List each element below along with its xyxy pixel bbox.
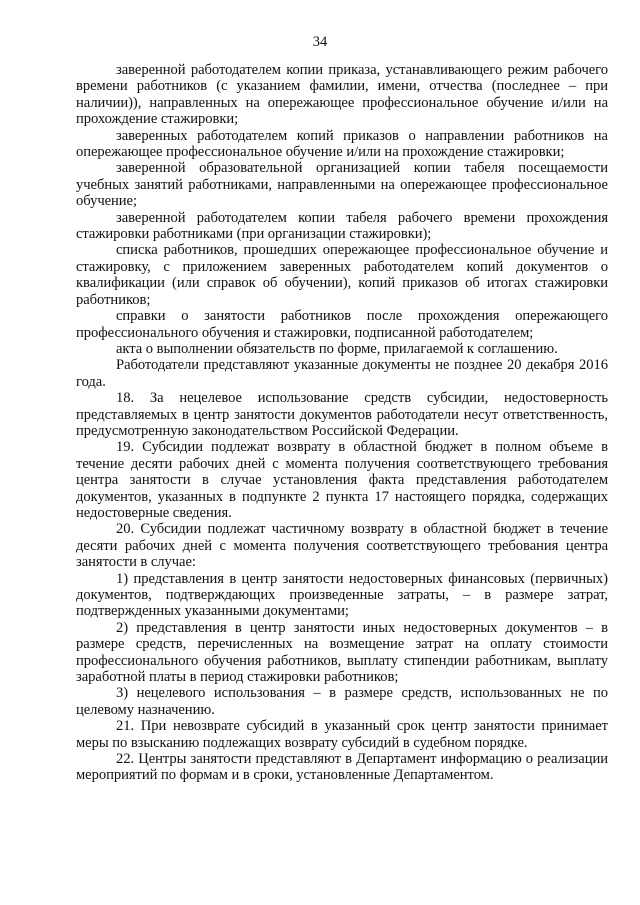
paragraph-9: 18. За нецелевое использование средств субсидии, недостоверность представляемых в центр занятости документов работодатели несут ответственность, предусмотренную законодательством Российской Федерации. (76, 390, 608, 439)
paragraph-15: 21. При невозврате субсидий в указанный срок центр занятости принимает меры по взысканию подлежащих возврату субсидий в судебном порядке. (76, 718, 608, 751)
paragraph-1: заверенной работодателем копии приказа, устанавливающего режим рабочего времени работников (с указанием фамилии, имени, отчества (последнее – при наличии)), направленных на опережающее профессиональное обучение и/или на прохождение стажировки; (76, 62, 608, 128)
document-body (76, 62, 608, 784)
paragraph-11: 20. Субсидии подлежат частичному возврату в областной бюджет в течение десяти рабочих дней с момента получения соответствующего требования центра занятости в случае: (76, 521, 608, 571)
paragraph-8: Работодатели представляют указанные документы не позднее 20 декабря 2016 года. (76, 357, 608, 390)
paragraph-14: 3) нецелевого использования – в размере средств, использованных не по целевому назначению. (76, 685, 608, 718)
paragraph-12: 1) представления в центр занятости недостоверных финансовых (первичных) документов, подтверждающих произведенные затраты, – в размере затрат, подтвержденных указанными документами; (76, 570, 608, 620)
paragraph-7: акта о выполнении обязательств по форме, прилагаемой к соглашению. (116, 340, 558, 357)
paragraph-3: заверенной образовательной организацией копии табеля посещаемости учебных занятий работниками, направленными на опережающее профессиональное обучение; (76, 160, 608, 210)
paragraph-2: заверенных работодателем копий приказов о направлении работников на опережающее профессиональное обучение и/или на прохождение стажировки; (76, 127, 608, 161)
paragraph-10: 19. Субсидии подлежат возврату в областной бюджет в полном объеме в течение десяти рабочих дней с момента получения соответствующего требования центра занятости в случае установления факта представления работодателем документов, указанных в подпункте 2 пункта 17 настоящего порядка, содержащих недостоверные сведения. (76, 439, 608, 521)
paragraph-4: заверенной работодателем копии табеля рабочего времени прохождения стажировки работниками (при организации стажировки); (76, 209, 608, 243)
paragraph-5: списка работников, прошедших опережающее профессиональное обучение и стажировку, с приложением заверенных работодателем копий документов о квалификации (или справок об обучении), копий приказов об итогах стажировки работников; (76, 242, 608, 308)
paragraph-6: справки о занятости работников после прохождения опережающего профессионального обучения и стажировки, подписанной работодателем; (76, 308, 608, 341)
paragraph-16: 22. Центры занятости представляют в Департамент информацию о реализации мероприятий по формам и в сроки, установленные Департаментом. (76, 751, 608, 784)
page-number: 34 (312, 34, 328, 50)
paragraph-13: 2) представления в центр занятости иных недостоверных документов – в размере средств, перечисленных на возмещение затрат на оплату стоимости профессионального обучения работников, выплату стипендии работникам, выплату заработной платы в период стажировки работников; (76, 619, 608, 686)
